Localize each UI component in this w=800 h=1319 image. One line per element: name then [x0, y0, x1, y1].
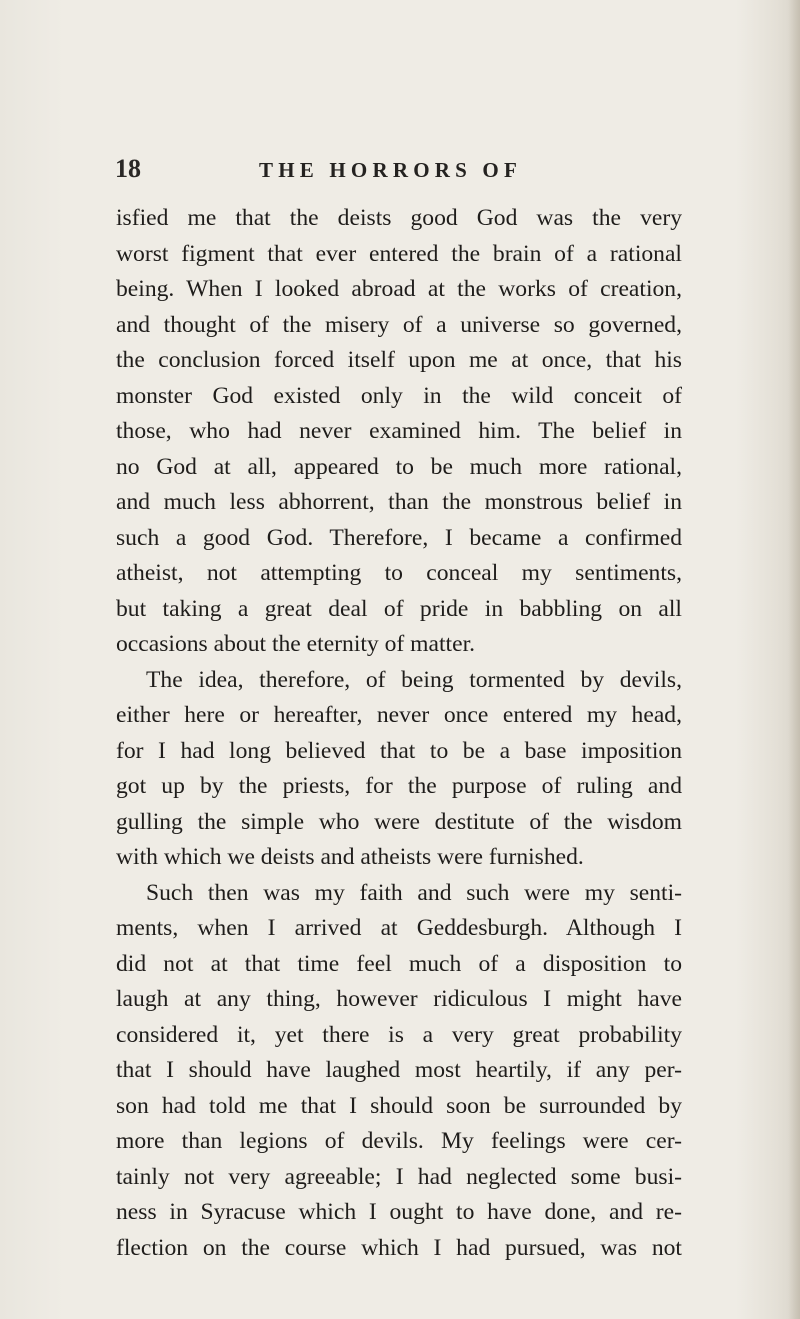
running-title: THE HORRORS OF: [259, 158, 522, 182]
text-line: that I should have laughed most heartily, if any per-: [116, 1057, 682, 1083]
text-line: ments, when I arrived at Geddesburgh. Although I: [116, 915, 682, 941]
text-line: got up by the priests, for the purpose of ruling and: [116, 773, 682, 799]
text-line: The idea, therefore, of being tormented by devils,: [146, 666, 682, 693]
page-number: 18: [115, 154, 141, 183]
text-line: Such then was my faith and such were my senti-: [146, 879, 682, 906]
text-line: with which we deists and atheists were furnished.: [116, 844, 584, 870]
text-line: and thought of the misery of a universe so governed,: [116, 311, 682, 338]
text-line: but taking a great deal of pride in babbling on all: [116, 595, 682, 622]
text-line: monster God existed only in the wild conceit of: [116, 382, 682, 409]
text-line: either here or hereafter, never once entered my head,: [116, 702, 682, 728]
text-line: did not at that time feel much of a disposition to: [116, 950, 682, 977]
text-line: no God at all, appeared to be much more rational,: [116, 453, 682, 480]
text-line: son had told me that I should soon be surrounded by: [116, 1092, 682, 1119]
text-line: worst figment that ever entered the brain of a rational: [116, 240, 682, 267]
text-line: more than legions of devils. My feelings were cer-: [116, 1128, 682, 1154]
text-line: isfied me that the deists good God was the very: [116, 205, 682, 231]
running-head: [115, 150, 655, 186]
text-line: flection on the course which I had pursued, was not: [116, 1234, 682, 1261]
text-line: and much less abhorrent, than the monstrous belief in: [116, 489, 682, 515]
text-line: such a good God. Therefore, I became a confirmed: [116, 524, 682, 551]
body-text: [116, 201, 682, 1266]
text-line: considered it, yet there is a very great probability: [116, 1021, 682, 1048]
text-line: for I had long believed that to be a base imposition: [116, 737, 682, 764]
text-line: gulling the simple who were destitute of the wisdom: [116, 808, 682, 835]
page-edge-shadow: [788, 0, 800, 1319]
text-line: ness in Syracuse which I ought to have done, and re-: [116, 1199, 682, 1225]
text-line: the conclusion forced itself upon me at once, that his: [116, 347, 682, 373]
text-line: atheist, not attempting to conceal my sentiments,: [116, 560, 682, 586]
text-line: occasions about the eternity of matter.: [116, 631, 476, 657]
text-line: being. When I looked abroad at the works of creation,: [116, 276, 682, 302]
text-line: laugh at any thing, however ridiculous I might have: [116, 986, 682, 1012]
text-line: tainly not very agreeable; I had neglected some busi-: [116, 1163, 682, 1190]
text-line: those, who had never examined him. The belief in: [116, 418, 682, 444]
